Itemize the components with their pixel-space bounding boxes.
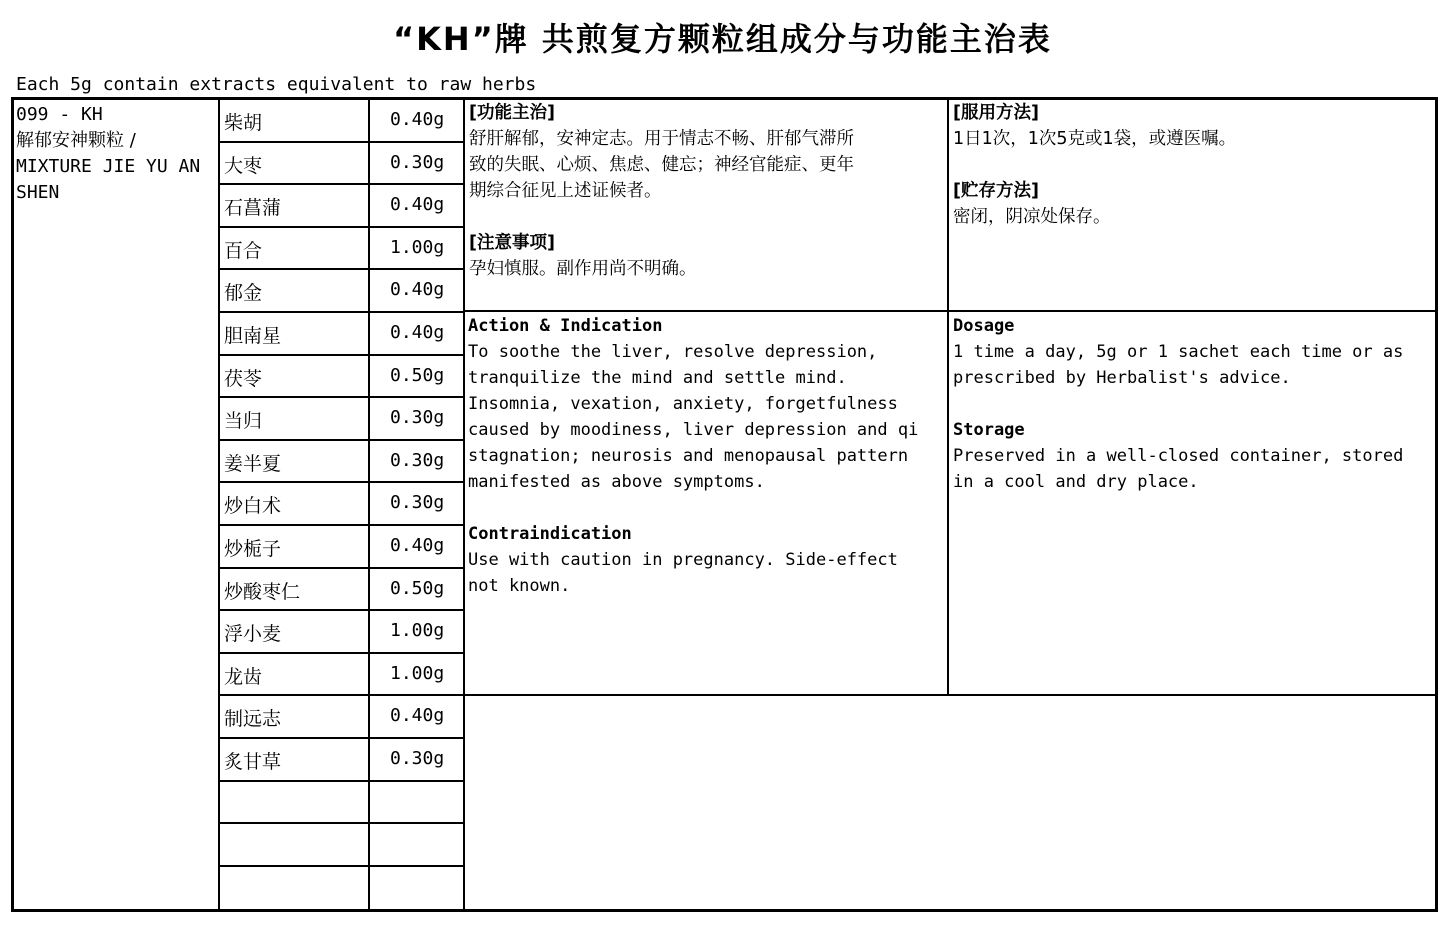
herb-name: 炒栀子	[224, 537, 282, 560]
cn-storage-header: [贮存方法]	[953, 181, 1039, 201]
en-storage-line: Preserved in a well-closed container, stored	[953, 446, 1404, 466]
herb-row	[220, 100, 464, 143]
cn-caution-header: [注意事项]	[469, 233, 555, 253]
herb-row	[220, 739, 464, 782]
cn-caution-line: 孕妇慎服。副作用尚不明确。	[469, 259, 697, 279]
divider-info-bottom	[463, 694, 1435, 696]
herb-row	[220, 441, 464, 484]
herb-name: 浮小麦	[224, 623, 282, 646]
product-code: 099 - KH	[16, 104, 103, 125]
herb-amount: 0.30g	[390, 747, 445, 769]
herb-list	[220, 100, 464, 909]
herb-row	[220, 696, 464, 739]
herb-name: 胆南星	[224, 324, 282, 347]
herb-name: 炒白术	[224, 495, 282, 518]
product-name-en: MIXTURE JIE YU AN	[16, 156, 201, 177]
page-title: “KH”牌 共煎复方颗粒组成分与功能主治表	[393, 20, 1052, 58]
herb-amount: 0.30g	[390, 492, 445, 514]
herb-name: 炒酸枣仁	[224, 580, 301, 603]
herb-amount: 1.00g	[390, 236, 445, 258]
en-dosage-line: prescribed by Herbalist's advice.	[953, 368, 1291, 388]
herb-row	[220, 228, 464, 271]
en-contra-header: Contraindication	[468, 524, 632, 544]
cn-storage-line: 密闭，阴凉处保存。	[953, 207, 1111, 227]
herb-amount: 0.30g	[390, 449, 445, 471]
herb-amount: 0.40g	[390, 534, 445, 556]
herb-name: 茯苓	[224, 367, 263, 390]
product-name-cn: 解郁安神颗粒 /	[16, 130, 136, 151]
en-dosage-header: Dosage	[953, 316, 1015, 336]
herb-row	[220, 185, 464, 228]
en-indication-line: stagnation; neurosis and menopausal pattern	[468, 446, 909, 466]
cn-indication-line: 舒肝解郁，安神定志。用于情志不畅、肝郁气滞所	[469, 129, 854, 149]
herb-amount: 1.00g	[390, 620, 445, 642]
cn-indication-line: 期综合征见上述证候者。	[469, 181, 662, 201]
herb-amount: 0.40g	[390, 705, 445, 727]
en-contra-line: Use with caution in pregnancy. Side-effect	[468, 550, 898, 570]
herb-amount: 1.00g	[390, 662, 445, 684]
herb-row	[220, 611, 464, 654]
herb-name: 炙甘草	[224, 750, 282, 773]
en-indication-block	[468, 313, 945, 599]
herb-row	[220, 569, 464, 612]
herb-amount: 0.50g	[390, 364, 445, 386]
en-indication-line: To soothe the liver, resolve depression,	[468, 342, 878, 362]
herb-row	[220, 824, 464, 867]
product-cell	[16, 102, 200, 206]
divider-info-columns	[947, 99, 949, 696]
herb-row	[220, 356, 464, 399]
cn-dosage-header: [服用方法]	[953, 103, 1039, 123]
herb-row	[220, 867, 464, 910]
herb-row	[220, 782, 464, 825]
product-name-en-cont: SHEN	[16, 182, 60, 203]
herb-row	[220, 526, 464, 569]
herb-row	[220, 143, 464, 186]
en-indication-header: Action & Indication	[468, 316, 663, 336]
en-indication-line: caused by moodiness, liver depression and qi	[468, 420, 919, 440]
en-indication-line: manifested as above symptoms.	[468, 472, 765, 492]
herb-amount: 0.30g	[390, 151, 445, 173]
en-indication-line: Insomnia, vexation, anxiety, forgetfulness	[468, 394, 898, 414]
cn-dosage-line: 1日1次，1次5克或1袋，或遵医嘱。	[953, 129, 1237, 149]
en-storage-line: in a cool and dry place.	[953, 472, 1199, 492]
herb-row	[220, 398, 464, 441]
herb-amount: 0.40g	[390, 321, 445, 343]
herb-row	[220, 270, 464, 313]
herb-amount: 0.50g	[390, 577, 445, 599]
herb-name: 制远志	[224, 708, 282, 731]
herb-name: 大枣	[224, 154, 263, 177]
herb-name: 龙齿	[224, 665, 263, 688]
herb-name: 郁金	[224, 282, 263, 305]
herb-amount: 0.40g	[390, 109, 445, 130]
herb-name: 石菖蒲	[224, 197, 282, 220]
cn-indication-header: [功能主治]	[469, 103, 555, 123]
herb-name: 当归	[224, 410, 263, 433]
herb-amount: 0.40g	[390, 194, 445, 216]
subtitle: Each 5g contain extracts equivalent to raw herbs	[16, 74, 537, 95]
cn-indication-block	[469, 100, 944, 282]
cn-dosage-block	[953, 100, 1431, 230]
en-contra-line: not known.	[468, 576, 571, 596]
herb-name: 姜半夏	[224, 452, 282, 475]
en-dosage-line: 1 time a day, 5g or 1 sachet each time or as	[953, 342, 1404, 362]
herb-row	[220, 654, 464, 697]
herb-name: 百合	[224, 239, 263, 262]
herb-amount: 0.40g	[390, 279, 445, 301]
cn-indication-line: 致的失眠、心烦、焦虑、健忘；神经官能症、更年	[469, 155, 854, 175]
herb-row	[220, 313, 464, 356]
en-dosage-block	[953, 313, 1431, 495]
herb-amount: 0.30g	[390, 407, 445, 429]
herb-row	[220, 483, 464, 526]
herb-name: 柴胡	[224, 112, 263, 134]
divider-cn-en	[463, 310, 1435, 312]
en-storage-header: Storage	[953, 420, 1025, 440]
en-indication-line: tranquilize the mind and settle mind.	[468, 368, 847, 388]
